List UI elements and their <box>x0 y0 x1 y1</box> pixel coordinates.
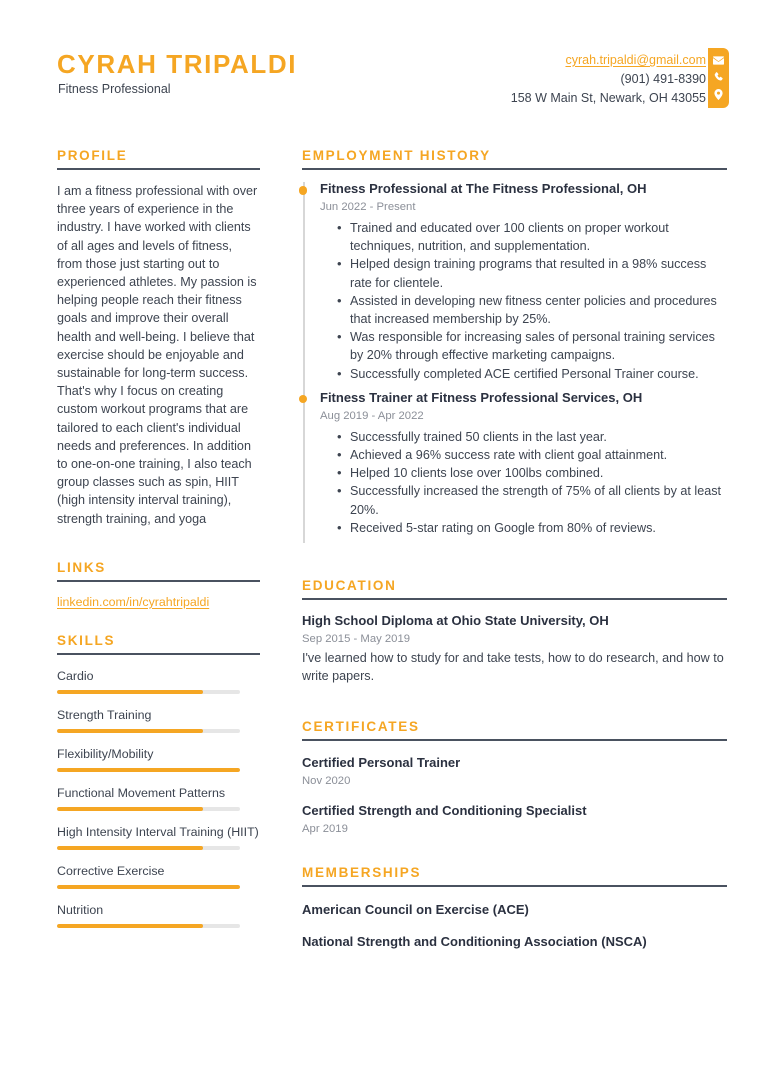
skill-label: High Intensity Interval Training (HIIT) <box>57 824 259 839</box>
skill-bar-track <box>57 885 240 889</box>
section-divider <box>57 168 260 170</box>
skills-heading: SKILLS <box>57 632 116 648</box>
membership-entry: National Strength and Conditioning Association (NSCA) <box>302 934 647 950</box>
skill-row <box>57 902 260 928</box>
education-title: High School Diploma at Ohio State University, OH <box>302 613 609 629</box>
profile-text: I am a fitness professional with over three years of experience in the industry. I have worked with clients of all ages and levels of fitness, from those just starting out to experienced athletes. My passion is helping people reach their fitness goals and improve their overall health and well-being. I believe that exercise should be enjoyable and sustainable for long-term success. That's why I focus on creating custom workout programs that are tailored to each client's individual needs and preferences. In addition to one-on-one training, I also teach group classes such as spin, HIIT (high intensity interval training), strength training, and yoga <box>57 184 258 526</box>
spacer <box>57 528 260 560</box>
employment-section <box>302 148 727 543</box>
job-bullet: • Successfully increased the strength of 75% of all clients by at least 20%. <box>350 482 727 518</box>
job-bullet: • Received 5-star rating on Google from 80% of reviews. <box>350 519 727 537</box>
certificate-title: Certified Personal Trainer <box>302 755 461 771</box>
section-divider <box>302 885 727 887</box>
profile-heading: PROFILE <box>57 148 128 163</box>
profile-section <box>57 148 260 528</box>
certificates-heading: CERTIFICATES <box>302 719 420 735</box>
job-title: Fitness Trainer at Fitness Professional Services, OH <box>320 389 643 405</box>
certificates-section <box>302 719 727 837</box>
section-divider <box>302 598 727 600</box>
skill-bar-fill <box>57 690 203 694</box>
certificate-date: Apr 2019 <box>302 823 348 836</box>
skill-bar-track <box>57 807 240 811</box>
spacer <box>302 543 727 578</box>
envelope-icon <box>713 56 724 65</box>
skills-section <box>57 633 260 928</box>
spacer <box>302 685 727 719</box>
job-bullet: • Helped design training programs that resulted in a 98% success rate for clientele. <box>350 255 727 291</box>
job-entry <box>320 389 727 543</box>
education-description: I've learned how to study for and take tests, how to do research, and how to write papers. <box>302 651 724 684</box>
right-column <box>302 148 727 951</box>
skill-row <box>57 785 260 811</box>
contact-phone: (901) 491-8390 <box>620 72 706 86</box>
certificate-entry <box>302 754 727 789</box>
skill-bar-track <box>57 924 240 928</box>
timeline-dot-icon <box>299 395 308 404</box>
skill-bar-fill <box>57 885 240 889</box>
skill-bar-fill <box>57 924 203 928</box>
skill-bar-track <box>57 846 240 850</box>
section-divider <box>302 168 727 170</box>
job-bullet: • Successfully completed ACE certified Personal Trainer course. <box>350 365 727 383</box>
job-title: Fitness Professional at The Fitness Professional, OH <box>320 181 647 196</box>
skill-bar-fill <box>57 846 203 850</box>
skill-label: Flexibility/Mobility <box>57 746 154 761</box>
links-section <box>57 560 260 609</box>
job-bullets <box>320 428 727 537</box>
employment-heading: EMPLOYMENT HISTORY <box>302 148 491 163</box>
membership-entry: American Council on Exercise (ACE) <box>302 902 529 918</box>
education-date: Sep 2015 - May 2019 <box>302 633 411 646</box>
job-bullet: • Trained and educated over 100 clients on proper workout techniques, nutrition, and supplementation. <box>350 219 727 255</box>
memberships-section <box>302 865 727 951</box>
skill-label: Nutrition <box>57 902 104 917</box>
resume-header <box>0 0 768 135</box>
contact-icon-strip <box>708 48 729 108</box>
job-entry <box>320 180 727 389</box>
skill-row <box>57 707 260 733</box>
links-list <box>57 595 260 609</box>
skill-bar-track <box>57 690 240 694</box>
skill-row <box>57 824 260 850</box>
employment-timeline <box>302 180 727 543</box>
skill-bar-fill <box>57 768 240 772</box>
contact-details <box>511 51 706 108</box>
skill-bar-fill <box>57 807 203 811</box>
job-date: Jun 2022 - Present <box>320 201 416 213</box>
timeline-dot-icon <box>299 186 308 195</box>
skill-row <box>57 863 260 889</box>
skill-bar-track <box>57 768 240 772</box>
skill-row <box>57 746 260 772</box>
section-divider <box>57 580 260 582</box>
phone-icon <box>714 72 724 82</box>
job-bullets <box>320 219 727 383</box>
skill-label: Corrective Exercise <box>57 863 165 878</box>
spacer <box>57 609 260 633</box>
education-section <box>302 578 727 685</box>
contact-email[interactable]: cyrah.tripaldi@gmail.com <box>565 53 706 67</box>
skill-label: Functional Movement Patterns <box>57 785 226 800</box>
skill-row <box>57 668 260 694</box>
spacer <box>302 837 727 865</box>
skill-label: Cardio <box>57 668 94 683</box>
certificate-title: Certified Strength and Conditioning Specialist <box>302 803 587 819</box>
contact-address: 158 W Main St, Newark, OH 43055 <box>510 91 706 105</box>
links-heading: LINKS <box>57 559 106 575</box>
job-bullet: • Helped 10 clients lose over 100lbs combined. <box>350 464 727 482</box>
link-item[interactable]: linkedin.com/in/cyrahtripaldi <box>57 594 210 609</box>
job-bullet: • Achieved a 96% success rate with client goal attainment. <box>350 446 727 464</box>
section-divider <box>302 739 727 741</box>
job-bullet: • Successfully trained 50 clients in the last year. <box>350 428 727 446</box>
location-pin-icon <box>714 89 723 100</box>
job-date: Aug 2019 - Apr 2022 <box>320 409 424 422</box>
certificate-date: Nov 2020 <box>302 775 351 788</box>
left-column <box>57 148 260 928</box>
job-bullet: • Assisted in developing new fitness center policies and procedures that increased membership by 25%. <box>350 292 727 328</box>
skill-bar-fill <box>57 729 203 733</box>
skill-bar-track <box>57 729 240 733</box>
education-entry <box>302 612 727 685</box>
memberships-heading: MEMBERSHIPS <box>302 865 422 881</box>
job-bullet: • Was responsible for increasing sales of personal training services by 20% through effective marketing campaigns. <box>350 328 727 364</box>
section-divider <box>57 653 260 655</box>
candidate-job-title: Fitness Professional <box>58 82 171 96</box>
candidate-name: CYRAH TRIPALDI <box>57 49 298 79</box>
certificate-entry <box>302 802 727 837</box>
education-heading: EDUCATION <box>302 578 397 594</box>
skill-label: Strength Training <box>57 707 152 722</box>
